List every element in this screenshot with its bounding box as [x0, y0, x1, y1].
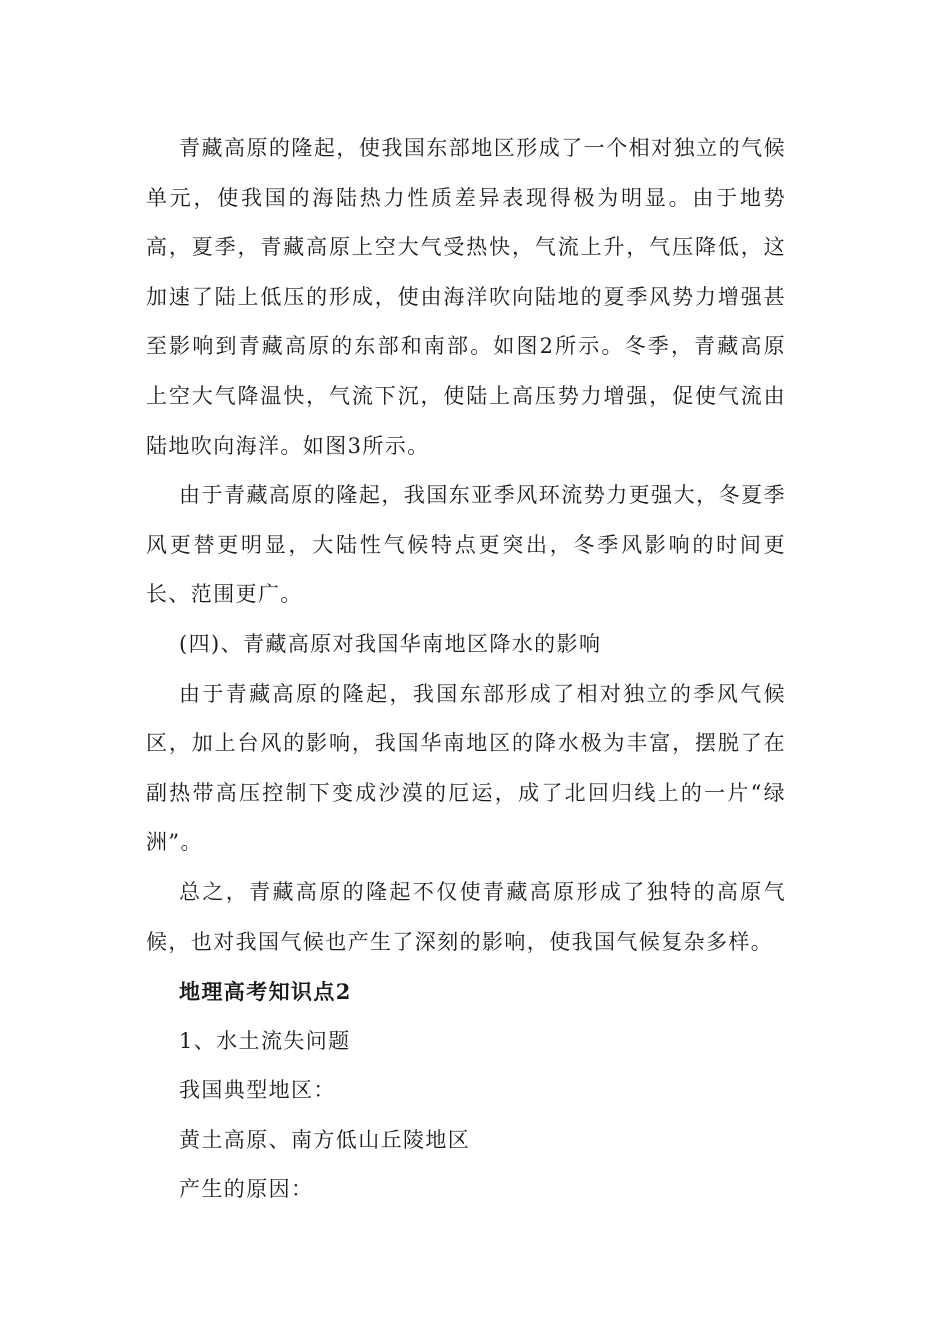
paragraph-south-china-rainfall: 由于青藏高原的隆起，我国东部形成了相对独立的季风气候区，加上台风的影响，我国华南地区的降水极为丰富，摆脱了在副热带高压控制下变成沙漠的厄运，成了北回归线上的一片“绿洲”。 — [146, 681, 786, 855]
section-heading-knowledge-point-2: 地理高考知识点2 — [179, 979, 352, 1005]
subsection-title-south-china-rainfall: (四)、青藏高原对我国华南地区降水的影响 — [179, 631, 602, 656]
paragraph-plateau-monsoon: 青藏高原的隆起，使我国东部地区形成了一个相对独立的气候单元，使我国的海陆热力性质差异表现得极为明显。由于地势高，夏季，青藏高原上空大气受热快，气流上升，气压降低，这加速了陆上低压的形成，使由海洋吹向陆地的夏季风势力增强甚至影响到青藏高原的东部和南部。如图2所示。冬季，青藏高原上空大气降温快，气流下沉，使陆上高压势力增强，促使气流由陆地吹向海洋。如图3所示。 — [146, 136, 786, 458]
paragraph-conclusion: 总之，青藏高原的隆起不仅使青藏高原形成了独特的高原气候，也对我国气候也产生了深刻的影响，使我国气候复杂多样。 — [146, 879, 786, 954]
typical-regions-value: 黄土高原、南方低山丘陵地区 — [179, 1127, 471, 1152]
label-causes: 产生的原因： — [179, 1177, 314, 1202]
label-typical-regions: 我国典型地区： — [179, 1078, 336, 1103]
paragraph-east-asian-monsoon: 由于青藏高原的隆起，我国东亚季风环流势力更强大，冬夏季风更替更明显，大陆性气候特点更突出，冬季风影响的时间更长、范围更广。 — [146, 483, 786, 607]
document-page — [146, 124, 786, 1215]
item-soil-erosion: 1、水土流失问题 — [179, 1028, 351, 1053]
